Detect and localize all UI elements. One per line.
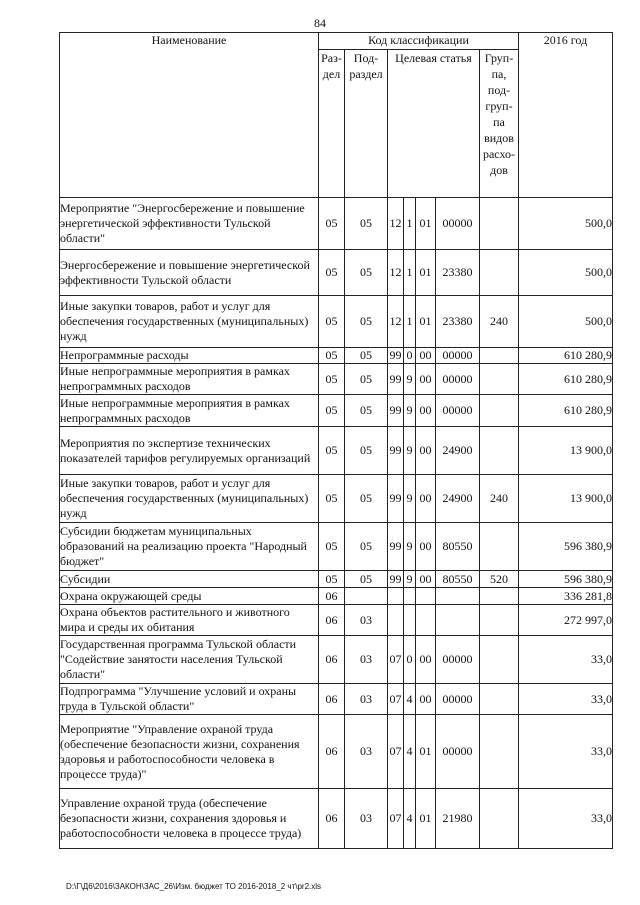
header-target-article: Целевая статья [388,50,480,198]
row-target-subprogram: 1 [404,296,416,348]
row-expense-group: 240 [480,296,519,348]
row-target-subprogram: 4 [404,715,416,789]
row-amount: 33,0 [519,636,613,684]
table-row [60,475,613,523]
row-target-subprogram: 1 [404,250,416,296]
row-target-subprogram: 9 [404,523,416,571]
row-amount: 272 997,0 [519,605,613,636]
row-subsection: 03 [345,684,388,715]
row-name: Мероприятия по экспертизе технических показателей тарифов регулируемых организаций [60,427,319,475]
row-target-subprogram: 4 [404,684,416,715]
row-name: Субсидии [60,571,319,588]
row-expense-group [480,364,519,395]
row-target-direction: 23380 [436,250,480,296]
row-amount: 500,0 [519,296,613,348]
row-subsection: 05 [345,198,388,250]
row-target-direction: 00000 [436,636,480,684]
row-section: 05 [319,523,345,571]
row-expense-group [480,789,519,849]
row-target-event: 00 [416,636,436,684]
row-target-subprogram: 9 [404,364,416,395]
row-target-direction [436,605,480,636]
row-target-subprogram: 9 [404,395,416,427]
row-amount: 596 380,9 [519,523,613,571]
row-subsection: 05 [345,523,388,571]
row-amount: 596 380,9 [519,571,613,588]
row-expense-group [480,715,519,789]
row-subsection: 05 [345,296,388,348]
row-target-direction: 21980 [436,789,480,849]
row-target-subprogram: 9 [404,427,416,475]
row-section: 06 [319,588,345,605]
budget-table [59,32,613,849]
row-amount: 336 281,8 [519,588,613,605]
row-target-event: 01 [416,296,436,348]
row-target-event: 00 [416,684,436,715]
row-name: Охрана объектов растительного и животного мира и среды их обитания [60,605,319,636]
row-subsection: 05 [345,250,388,296]
row-amount: 500,0 [519,250,613,296]
row-target-event: 01 [416,250,436,296]
header-expense-group: Груп-па, под-груп-па видов расхо-дов [480,50,519,198]
row-target-subprogram: 1 [404,198,416,250]
row-target-direction: 23380 [436,296,480,348]
row-target-direction: 80550 [436,523,480,571]
table-row [60,588,613,605]
row-name: Охрана окружающей среды [60,588,319,605]
row-target-program: 07 [388,636,404,684]
row-name: Управление охраной труда (обеспечение безопасности жизни, сохранения здоровья и работоспособности человека в процессе труда) [60,789,319,849]
row-amount: 610 280,9 [519,364,613,395]
row-expense-group [480,395,519,427]
row-section: 06 [319,605,345,636]
row-target-direction: 00000 [436,348,480,364]
row-target-direction: 00000 [436,198,480,250]
table-row [60,523,613,571]
row-section: 05 [319,348,345,364]
row-section: 05 [319,395,345,427]
row-section: 06 [319,715,345,789]
row-target-program: 99 [388,523,404,571]
row-target-direction: 80550 [436,571,480,588]
row-target-event: 01 [416,715,436,789]
row-target-program: 99 [389,571,402,586]
row-name: Иные непрограммные мероприятия в рамках непрограммных расходов [60,395,319,427]
page-number: 84 [314,16,326,30]
row-target-program: 99 [388,364,404,395]
row-target-direction [436,588,480,605]
table-row [60,198,613,250]
row-target-direction: 00000 [436,395,480,427]
row-subsection: 03 [345,789,388,849]
row-name: Энергосбережение и повышение энергетической эффективности Тульской области [60,250,319,296]
row-target-program: 07 [388,715,404,789]
row-section: 05 [319,198,345,250]
row-expense-group [480,523,519,571]
row-name: Субсидии бюджетам муниципальных образований на реализацию проекта "Народный бюджет" [60,523,319,571]
row-target-event: 00 [416,348,436,364]
row-name: Иные закупки товаров, работ и услуг для обеспечения государственных (муниципальных) нужд [60,296,319,348]
row-amount: 500,0 [519,198,613,250]
row-subsection: 05 [345,364,388,395]
row-target-event [416,605,436,636]
table-row [60,715,613,789]
row-section: 05 [319,427,345,475]
row-name: Мероприятие "Управление охраной труда (обеспечение безопасности жизни, сохранения здоровья и работоспособности человека в процессе труда)" [60,715,319,789]
row-subsection: 05 [345,571,388,588]
table-row [60,571,613,588]
row-amount: 13 900,0 [519,427,613,475]
row-expense-group: 240 [480,475,519,523]
row-target-event: 00 [416,364,436,395]
row-expense-group [480,684,519,715]
row-target-subprogram [404,588,416,605]
row-target-subprogram: 0 [404,636,416,684]
row-name: Иные непрограммные мероприятия в рамках непрограммных расходов [60,364,319,395]
row-subsection: 05 [345,427,388,475]
row-expense-group [480,636,519,684]
row-target-program [388,588,404,605]
row-target-event: 00 [416,475,436,523]
row-target-event: 00 [416,395,436,427]
table-row [60,789,613,849]
row-name: Мероприятие "Энергосбережение и повышение энергетической эффективности Тульской области" [60,198,319,250]
row-amount: 33,0 [519,715,613,789]
table-row [60,250,613,296]
row-name: Иные закупки товаров, работ и услуг для обеспечения государственных (муниципальных) нужд [60,475,319,523]
row-section: 05 [319,250,345,296]
file-path-footer: D:\Г\Д6\2016\ЗАКОН\ЗАС_26\Изм. бюджет ТО 2016-2018_2 чт\pr2.xls [66,882,322,891]
row-target-event: 01 [416,198,436,250]
table-row [60,427,613,475]
row-expense-group: 520 [480,571,519,588]
table-row [60,364,613,395]
row-expense-group [480,250,519,296]
row-target-event: 00 [416,427,436,475]
row-section: 06 [319,636,345,684]
row-section: 05 [319,571,345,588]
row-target-program: 99 [388,475,404,523]
row-section: 06 [319,684,345,715]
row-subsection: 03 [345,715,388,789]
header-classification: Код классификации [319,33,519,50]
table-row [60,395,613,427]
row-subsection: 03 [345,636,388,684]
table-row [60,684,613,715]
row-expense-group [480,198,519,250]
row-target-program [388,605,404,636]
row-target-program: 12 [388,198,404,250]
row-target-subprogram [404,605,416,636]
row-target-event: 01 [416,789,436,849]
row-section: 05 [319,475,345,523]
header-subsection: Под-раздел [345,50,388,198]
row-subsection: 05 [345,475,388,523]
row-section: 06 [319,789,345,849]
row-target-subprogram: 9 [404,475,416,523]
row-amount: 13 900,0 [519,475,613,523]
row-section: 05 [319,296,345,348]
row-target-subprogram: 0 [404,348,416,364]
row-name: Подпрограмма "Улучшение условий и охраны труда в Тульской области" [60,684,319,715]
row-section: 05 [319,364,345,395]
row-target-direction: 24900 [436,475,480,523]
row-name: Непрограммные расходы [60,348,319,364]
row-amount: 33,0 [519,684,613,715]
row-target-program: 99 [389,348,402,362]
row-target-program: 12 [388,296,404,348]
row-target-program: 07 [388,789,404,849]
row-target-event [416,588,436,605]
row-target-program: 99 [388,427,404,475]
row-target-event: 00 [416,571,436,588]
table-row [60,605,613,636]
row-subsection: 05 [345,395,388,427]
header-year: 2016 год [519,33,613,198]
row-subsection: 05 [345,348,388,364]
row-subsection [345,588,388,605]
row-target-subprogram: 4 [404,789,416,849]
table-row [60,348,613,364]
row-target-direction: 00000 [436,364,480,395]
table-row [60,296,613,348]
row-amount: 610 280,9 [519,395,613,427]
row-name: Государственная программа Тульской области "Содействие занятости населения Тульской области" [60,636,319,684]
header-name: Наименование [60,33,319,198]
row-target-direction: 00000 [436,684,480,715]
row-subsection: 03 [345,605,388,636]
row-target-direction: 24900 [436,427,480,475]
row-expense-group [480,348,519,364]
row-expense-group [480,588,519,605]
row-expense-group [480,427,519,475]
row-target-program: 99 [388,395,404,427]
row-expense-group [480,605,519,636]
row-target-subprogram: 9 [404,571,416,588]
row-target-program: 07 [388,684,404,715]
row-target-direction: 00000 [436,715,480,789]
row-target-event: 00 [416,523,436,571]
row-target-program: 12 [388,250,404,296]
header-section: Раз-дел [319,50,345,198]
table-row [60,636,613,684]
row-amount: 610 280,9 [519,348,613,364]
row-amount: 33,0 [519,789,613,849]
